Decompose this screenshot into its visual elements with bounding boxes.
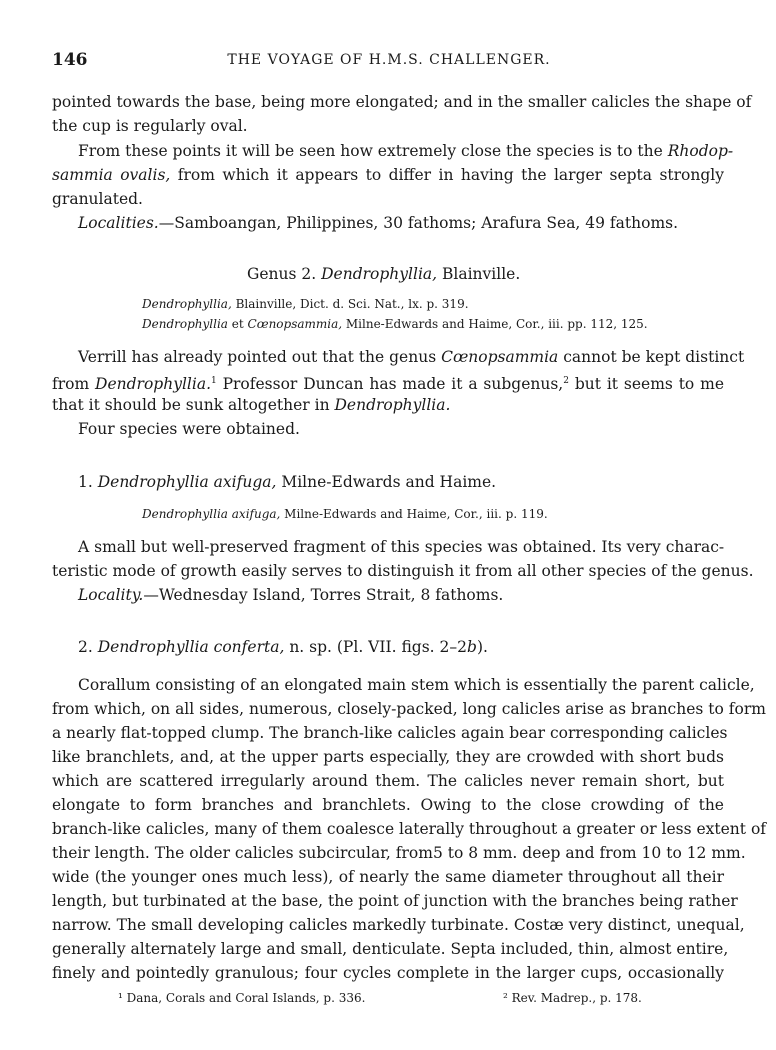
locality-line: Locality.—Wednesday Island, Torres Strait, 8 fathoms. [78,586,504,604]
running-title: THE VOYAGE OF H.M.S. CHALLENGER. [227,52,551,68]
description-line: a nearly flat-topped clump. The branch-like calicles again bear corresponding calicles [52,724,728,742]
paragraph-line: Four species were obtained. [78,420,300,438]
footnote: ¹ Dana, Corals and Coral Islands, p. 336. [118,991,366,1005]
species-heading: 1. Dendrophyllia axifuga, Milne-Edwards and Haime. [78,473,497,491]
footnote-marker: 2 [563,376,569,386]
page-number: 146 [52,50,88,70]
description-line: their length. The older calicles subcircular, from5 to 8 mm. deep and from 10 to 12 mm. [52,844,746,862]
description-line: narrow. The small developing calicles markedly turbinate. Costæ very distinct, unequal, [52,916,745,934]
paragraph-line: Verrill has already pointed out that the genus Cœnopsammia cannot be kept distinct [78,348,745,366]
paragraph-line: from Dendrophyllia.$^1$ Professor Duncan has made it a subgenus,$^2$ but it seems to me [52,375,724,394]
description-line: finely and pointedly granulous; four cycles complete in the larger cups, occasionally [52,964,724,982]
description-line: elongate to form branches and branchlets. Owing to the close crowding of the [52,796,724,814]
paragraph-line: From these points it will be seen how extremely close the species is to the Rhodop- [78,142,734,160]
synonymy-reference: Dendrophyllia axifuga, Milne-Edwards and Haime, Cor., iii. p. 119. [142,507,548,521]
paragraph-line: pointed towards the base, being more elongated; and in the smaller calicles the shape of [52,93,752,111]
description-line: from which, on all sides, numerous, closely-packed, long calicles arise as branches to form [52,700,766,718]
paragraph-line: granulated. [52,190,143,208]
description-line: generally alternately large and small, denticulate. Septa included, thin, almost entire, [52,940,729,958]
synonymy-reference: Dendrophyllia, Blainville, Dict. d. Sci. Nat., lx. p. 319. [142,297,469,311]
description-line: length, but turbinated at the base, the point of junction with the branches being rather [52,892,738,910]
localities-line: Localities.—Samboangan, Philippines, 30 fathoms; Arafura Sea, 49 fathoms. [78,214,679,232]
species-heading: 2. Dendrophyllia conferta, n. sp. (Pl. VII. figs. 2–2b). [78,638,488,656]
page-header [52,50,726,74]
description-line: Corallum consisting of an elongated main stem which is essentially the parent calicle, [78,676,755,694]
paragraph-line: the cup is regularly oval. [52,117,248,135]
synonymy-reference: Dendrophyllia et Cœnopsammia, Milne-Edwards and Haime, Cor., iii. pp. 112, 125. [142,317,648,331]
description-line: wide (the younger ones much less), of nearly the same diameter throughout all their [52,868,724,886]
genus-heading: Genus 2. Dendrophyllia, Blainville. [247,265,521,283]
footnote: ² Rev. Madrep., p. 178. [503,991,642,1005]
paragraph-line: sammia ovalis, from which it appears to differ in having the larger septa strongly [52,166,724,184]
paragraph-line: teristic mode of growth easily serves to distinguish it from all other species of the genus. [52,562,754,580]
paragraph-line: that it should be sunk altogether in Dendrophyllia. [52,396,451,414]
paragraph-line: A small but well-preserved fragment of this species was obtained. Its very charac- [78,538,725,556]
description-line: like branchlets, and, at the upper parts especially, they are crowded with short buds [52,748,724,766]
description-line: which are scattered irregularly around them. The calicles never remain short, but [52,772,724,790]
description-line: branch-like calicles, many of them coalesce laterally throughout a greater or less extent of [52,820,767,838]
footnote-marker: 1 [211,376,217,386]
